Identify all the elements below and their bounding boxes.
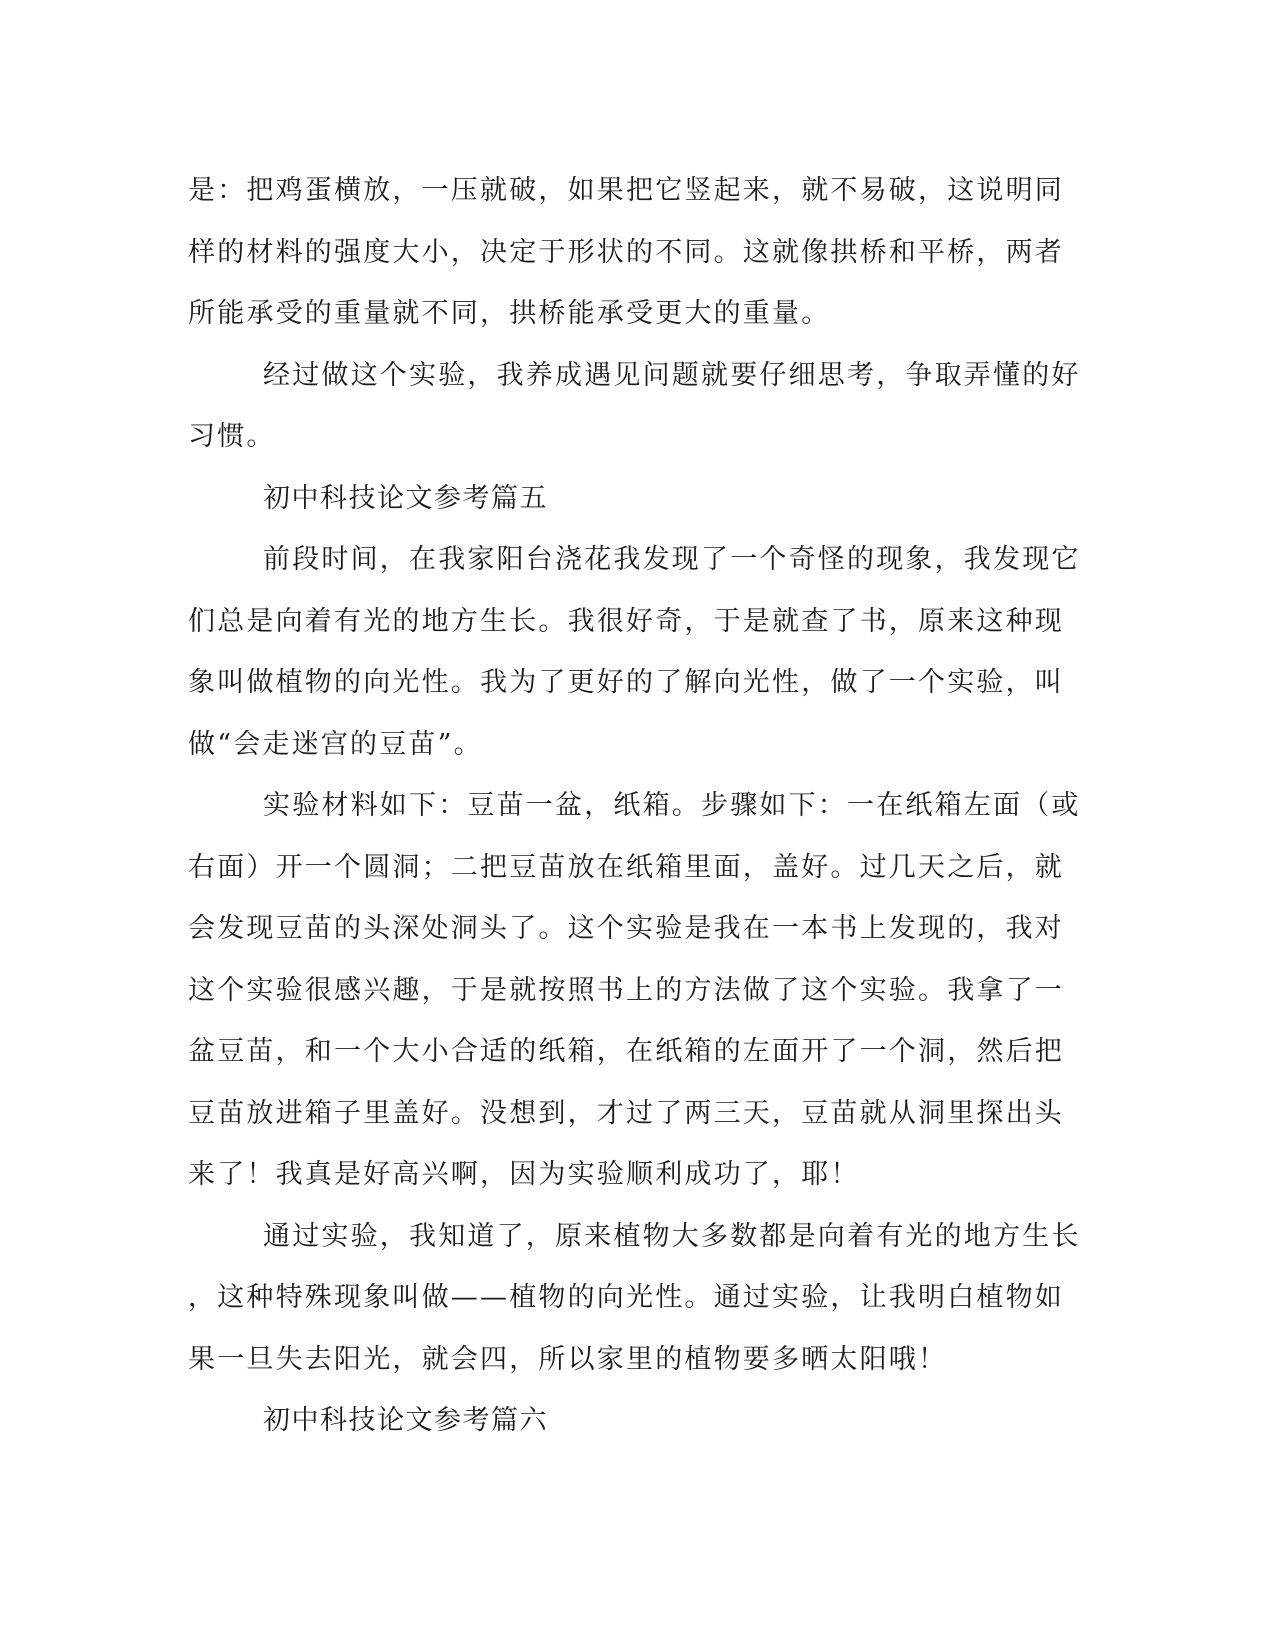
section-heading-6: 初中科技论文参考篇六 — [263, 1405, 548, 1436]
text-line: ，这种特殊现象叫做——植物的向光性。通过实验，让我明白植物如 — [188, 1282, 1064, 1313]
text-line: 豆苗放进箱子里盖好。没想到，才过了两三天，豆苗就从洞里探出头 — [188, 1097, 1064, 1129]
text-line: 们总是向着有光的地方生长。我很好奇，于是就查了书，原来这种现 — [188, 605, 1064, 637]
text-line: 来了！我真是好高兴啊，因为实验顺利成功了，耶！ — [188, 1159, 860, 1190]
text-line: 果一旦失去阳光，就会四，所以家里的植物要多晒太阳哦！ — [188, 1343, 948, 1375]
text-line: 右面）开一个圆洞；二把豆苗放在纸箱里面，盖好。过几天之后，就 — [188, 851, 1064, 883]
text-line: 象叫做植物的向光性。我为了更好的了解向光性，做了一个实验，叫 — [188, 667, 1064, 698]
section-heading-5: 初中科技论文参考篇五 — [263, 482, 548, 514]
document-body — [188, 160, 1081, 1452]
text-line: 做“会走迷宫的豆苗”。 — [188, 728, 483, 760]
paragraph-start-line: 经过做这个实验，我养成遇见问题就要仔细思考，争取弄懂的好 — [263, 359, 1081, 391]
paragraph-start-line: 前段时间，在我家阳台浇花我发现了一个奇怪的现象，我发现它 — [263, 544, 1081, 575]
text-line: 是：把鸡蛋横放，一压就破，如果把它竖起来，就不易破，这说明同 — [188, 175, 1064, 206]
text-line: 所能承受的重量就不同，拱桥能承受更大的重量。 — [188, 298, 831, 329]
text-line: 这个实验很感兴趣，于是就按照书上的方法做了这个实验。我拿了一 — [188, 974, 1064, 1006]
text-line: 会发现豆苗的头深处洞头了。这个实验是我在一本书上发现的，我对 — [188, 913, 1064, 944]
text-line: 习惯。 — [188, 421, 276, 452]
text-line: 盆豆苗，和一个大小合适的纸箱，在纸箱的左面开了一个洞，然后把 — [188, 1036, 1064, 1067]
paragraph-start-line: 通过实验，我知道了，原来植物大多数都是向着有光的地方生长 — [263, 1220, 1081, 1252]
paragraph-start-line: 实验材料如下：豆苗一盆，纸箱。步骤如下：一在纸箱左面（或 — [263, 790, 1081, 821]
text-line: 样的材料的强度大小，决定于形状的不同。这就像拱桥和平桥，两者 — [188, 236, 1064, 268]
